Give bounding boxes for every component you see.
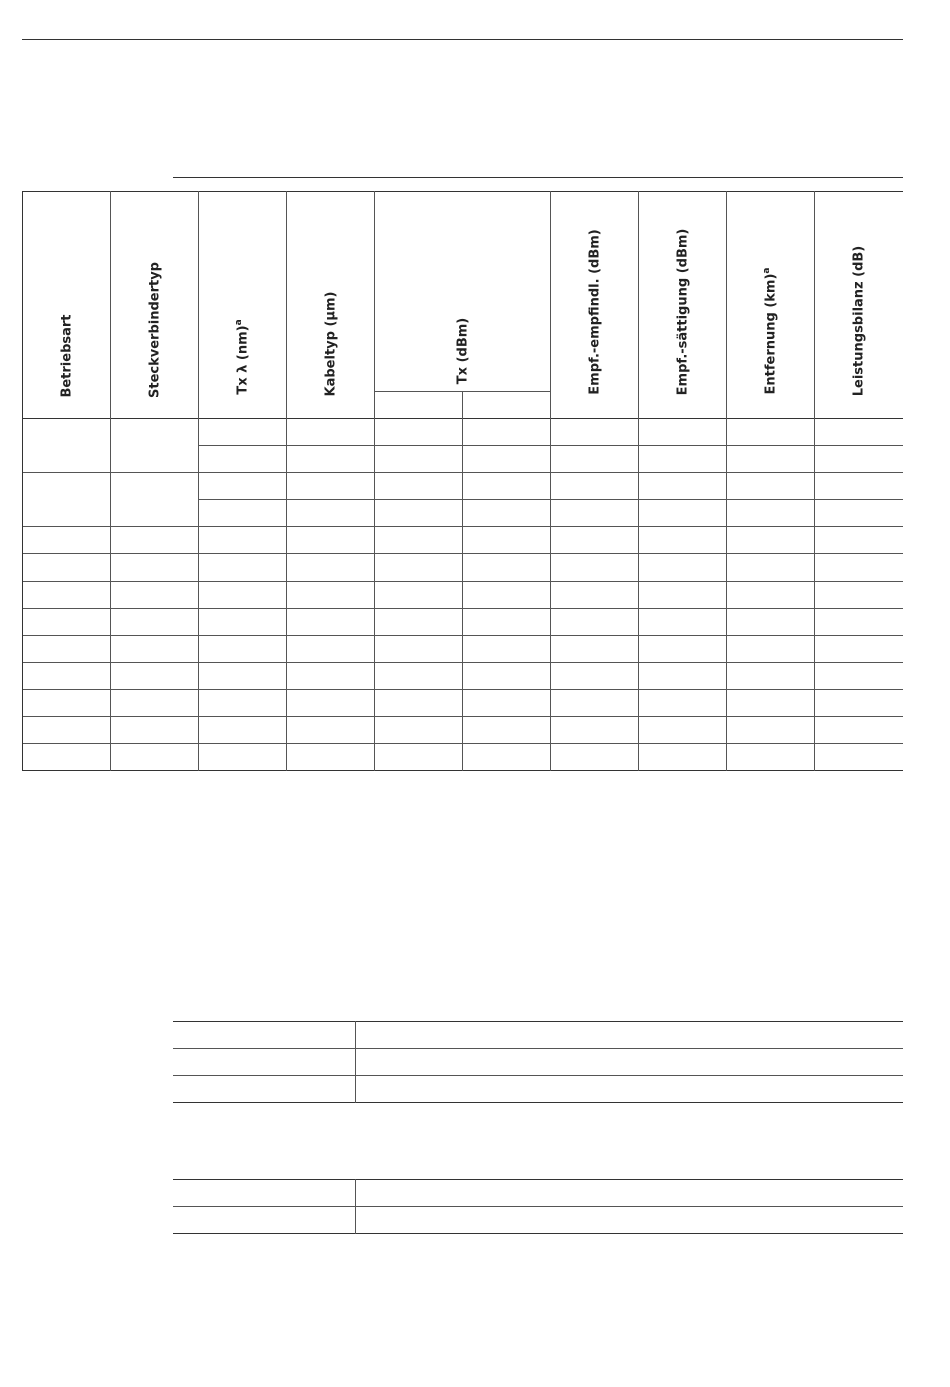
header-tx-dbm bbox=[456, 318, 471, 384]
header-betriebsart-label: Betriebsart bbox=[59, 314, 75, 398]
header-kabeltyp bbox=[324, 292, 339, 397]
row-rule bbox=[173, 1075, 903, 1076]
table-top-border bbox=[173, 1179, 903, 1180]
header-tx-lambda bbox=[236, 319, 251, 394]
header-empf-empfindl bbox=[588, 229, 603, 394]
column-rule bbox=[814, 191, 815, 771]
column-rule bbox=[462, 391, 463, 771]
header-leistungsbilanz bbox=[852, 246, 867, 397]
column-rule bbox=[374, 191, 375, 771]
column-rule bbox=[355, 1179, 356, 1234]
header-steckverbindertyp-label: Steckverbindertyp bbox=[147, 262, 163, 398]
header-tx-lambda-footnote: a bbox=[234, 319, 245, 326]
table-left-border bbox=[22, 191, 23, 771]
column-rule bbox=[550, 191, 551, 771]
header-tx-lambda-label: Tx λ (nm) bbox=[235, 325, 251, 395]
table-top-border bbox=[22, 191, 903, 192]
column-rule bbox=[726, 191, 727, 771]
header-entfernung-footnote: a bbox=[762, 267, 773, 274]
header-steckverbindertyp bbox=[148, 262, 163, 398]
row-rule bbox=[173, 1048, 903, 1049]
column-rule bbox=[110, 191, 111, 771]
column-rule bbox=[355, 1021, 356, 1103]
row-rule bbox=[173, 1206, 903, 1207]
page-header-rule bbox=[22, 39, 903, 40]
column-rule bbox=[286, 191, 287, 771]
table-bottom-border bbox=[173, 1233, 903, 1234]
header-entfernung-label: Entfernung (km) bbox=[763, 273, 779, 395]
header-entfernung bbox=[764, 268, 779, 395]
header-leistungsbilanz-label: Leistungsbilanz (dB) bbox=[851, 245, 867, 397]
table-bottom-border bbox=[173, 1102, 903, 1103]
header-betriebsart bbox=[60, 314, 75, 397]
header-kabeltyp-label: Kabeltyp (µm) bbox=[323, 291, 339, 397]
column-rule bbox=[198, 191, 199, 771]
header-empf-saettigung-label: Empf.-sättigung (dBm) bbox=[675, 228, 691, 396]
header-empf-empfindl-label: Empf.-empfindl. (dBm) bbox=[587, 229, 603, 395]
header-empf-saettigung bbox=[676, 229, 691, 396]
table-top-border bbox=[173, 1021, 903, 1022]
table-caption-rule bbox=[173, 177, 903, 178]
header-tx-dbm-label: Tx (dBm) bbox=[455, 317, 471, 385]
column-rule bbox=[638, 191, 639, 771]
